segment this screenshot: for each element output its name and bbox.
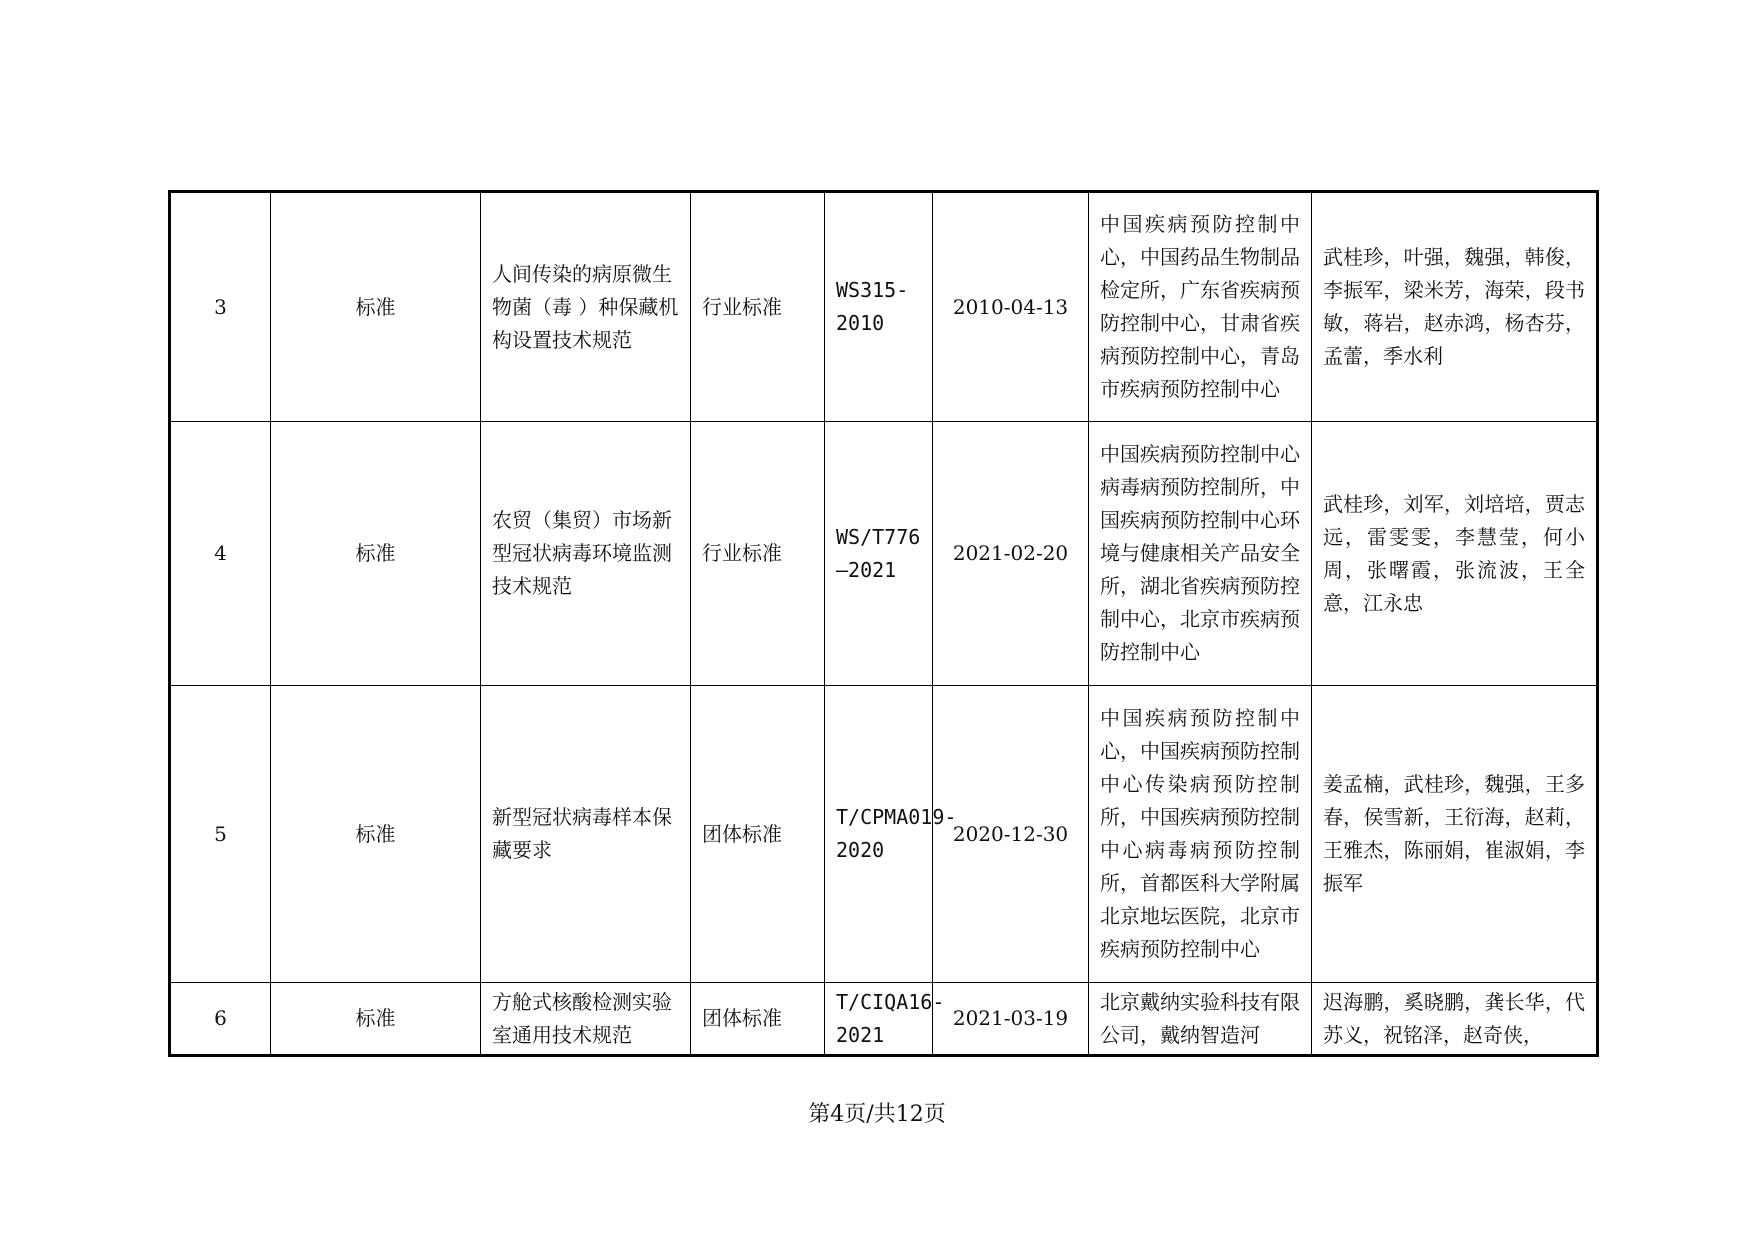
standard-code-cell: WS315-2010 (825, 192, 933, 422)
release-date-cell: 2020-12-30 (933, 686, 1089, 983)
standard-level-cell: 团体标准 (691, 686, 825, 983)
drafters-cell: 迟海鹏，奚晓鹏，龚长华，代苏义，祝铭泽，赵奇侠， (1312, 983, 1598, 1056)
drafters-cell: 姜孟楠，武桂珍，魏强，王多春，侯雪新，王衍海，赵莉，王雅杰，陈丽娟，崔淑娟，李振军 (1312, 686, 1598, 983)
page-number: 第4页/共12页 (808, 1102, 946, 1127)
standard-name-cell: 新型冠状病毒样本保藏要求 (481, 686, 691, 983)
drafting-organizations-cell: 北京戴纳实验科技有限公司，戴纳智造河 (1089, 983, 1312, 1056)
row-number-cell: 4 (170, 422, 271, 686)
achievement-type-cell: 标准 (271, 192, 481, 422)
standard-level-cell: 行业标准 (691, 192, 825, 422)
standard-code-cell: T/CPMA019-2020 (825, 686, 933, 983)
standard-code-cell: T/CIQA16-2021 (825, 983, 933, 1056)
drafting-organizations-cell: 中国疾病预防控制中心，中国疾病预防控制中心传染病预防控制所，中国疾病预防控制中心病毒病预防控制所，首都医科大学附属北京地坛医院，北京市疾病预防控制中心 (1089, 686, 1312, 983)
standard-level-cell: 团体标准 (691, 983, 825, 1056)
standards-table (168, 190, 1599, 1057)
table-row (170, 686, 1598, 983)
row-number-cell: 6 (170, 983, 271, 1056)
table-row (170, 422, 1598, 686)
standard-level-cell: 行业标准 (691, 422, 825, 686)
achievement-type-cell: 标准 (271, 983, 481, 1056)
release-date-cell: 2010-04-13 (933, 192, 1089, 422)
standard-name-cell: 人间传染的病原微生物菌（毒 ）种保藏机构设置技术规范 (481, 192, 691, 422)
release-date-cell: 2021-03-19 (933, 983, 1089, 1056)
drafting-organizations-cell: 中国疾病预防控制中心，中国药品生物制品检定所，广东省疾病预防控制中心，甘肃省疾病预防控制中心，青岛市疾病预防控制中心 (1089, 192, 1312, 422)
table-row (170, 983, 1598, 1056)
row-number-cell: 3 (170, 192, 271, 422)
drafters-cell: 武桂珍，叶强，魏强，韩俊，李振军，梁米芳，海荣，段书敏，蒋岩，赵赤鸿，杨杏芬，孟蕾，季水利 (1312, 192, 1598, 422)
row-number-cell: 5 (170, 686, 271, 983)
standard-code-cell: WS/T776—2021 (825, 422, 933, 686)
drafters-cell: 武桂珍，刘军，刘培培，贾志远，雷雯雯，李慧莹，何小周，张曙霞，张流波，王全意，江永忠 (1312, 422, 1598, 686)
standard-name-cell: 方舱式核酸检测实验室通用技术规范 (481, 983, 691, 1056)
achievement-type-cell: 标准 (271, 422, 481, 686)
achievement-type-cell: 标准 (271, 686, 481, 983)
table-row (170, 192, 1598, 422)
standard-name-cell: 农贸（集贸）市场新型冠状病毒环境监测技术规范 (481, 422, 691, 686)
drafting-organizations-cell: 中国疾病预防控制中心病毒病预防控制所，中国疾病预防控制中心环境与健康相关产品安全所，湖北省疾病预防控制中心，北京市疾病预防控制中心 (1089, 422, 1312, 686)
release-date-cell: 2021-02-20 (933, 422, 1089, 686)
